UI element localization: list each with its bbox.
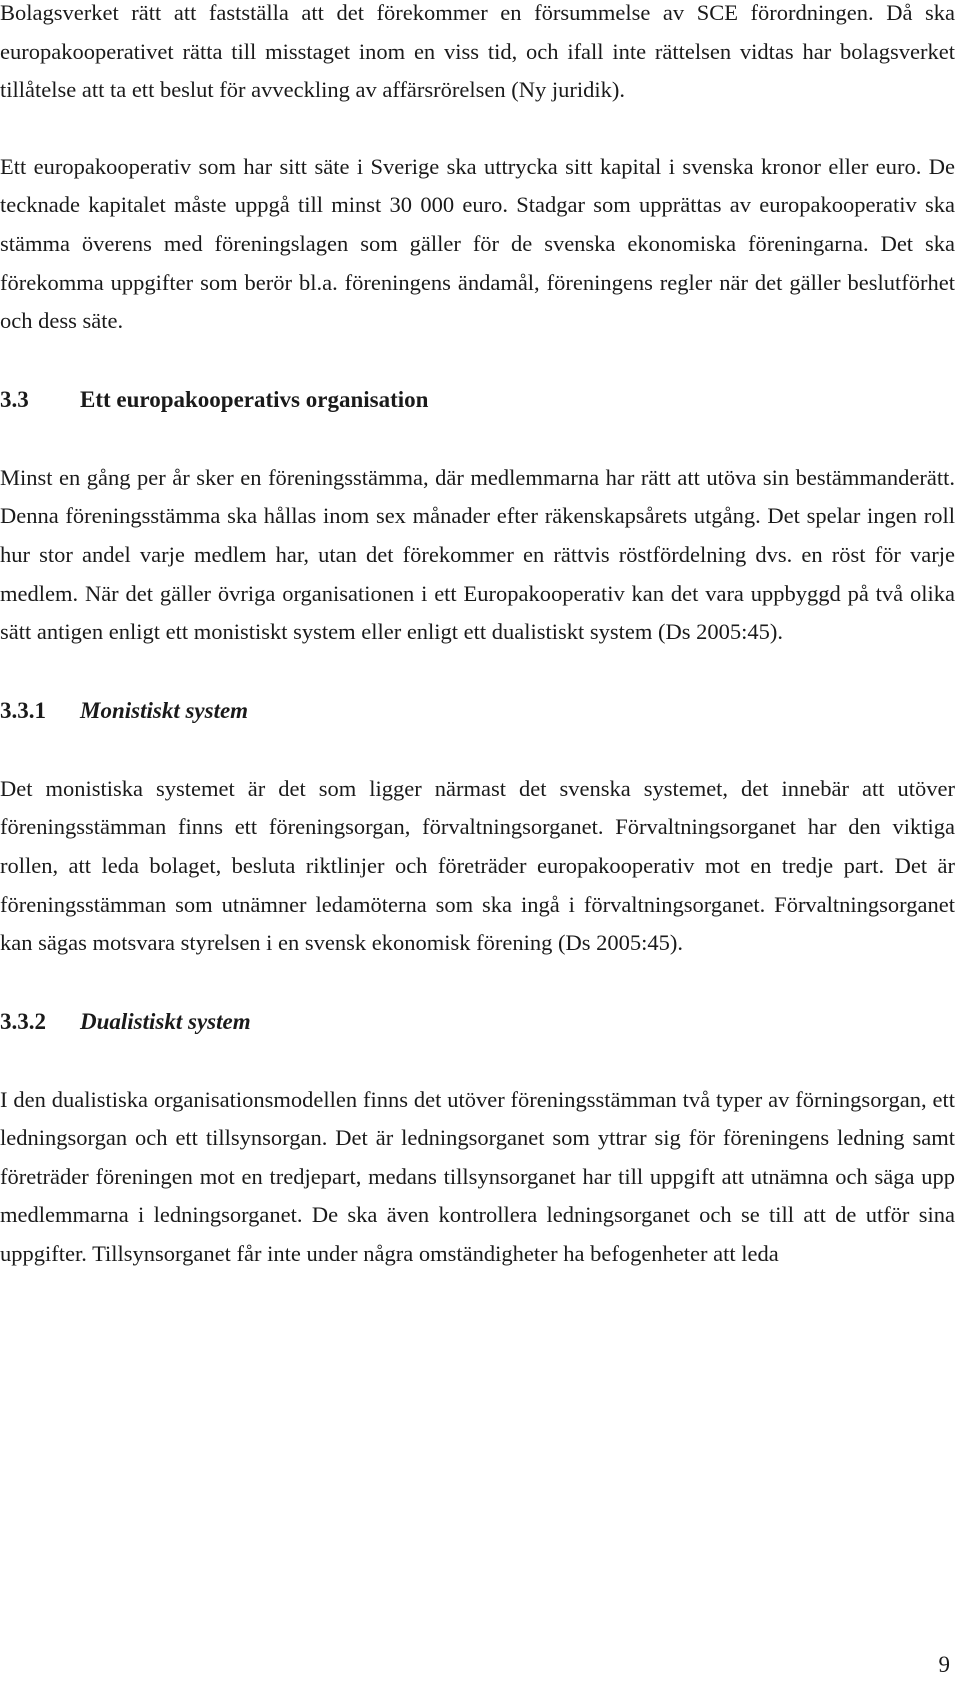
paragraph-bolagsverket: Bolagsverket rätt att fastställa att det förekommer en försummelse av SCE förordningen. Då ska europakooperativet rätta till misstaget inom en viss tid, och ifall inte rättelsen vidtas har bolagsverket tillåtelse att ta ett beslut för avveckling av affärsrörelsen (Ny juridik). bbox=[0, 0, 955, 103]
paragraph-monistiskt: Det monistiska systemet är det som ligger närmast det svenska systemet, det innebär att utöver föreningsstämman finns ett föreningsorgan, förvaltningsorganet. Förvaltningsorganet har den viktiga rollen, att leda bolaget, besluta riktlinjer och företräder europakooperativ mot en tredje part. Det är föreningsstämman som utnämner ledamöterna som ska ingå i förvaltningsorganet. Förvaltningsorganet kan sägas motsvara styrelsen i en svensk ekonomisk förening (Ds 2005:45). bbox=[0, 775, 955, 956]
page-number: 9 bbox=[938, 1652, 950, 1677]
heading-title: Ett europakooperativs organisation bbox=[80, 386, 429, 412]
heading-number: 3.3.1 bbox=[0, 697, 46, 723]
heading-title: Monistiskt system bbox=[80, 697, 249, 723]
heading-title: Dualistiskt system bbox=[80, 1008, 251, 1034]
paragraph-organisation: Minst en gång per år sker en föreningsstämma, där medlemmarna har rätt att utöva sin bestämmanderätt. Denna föreningsstämma ska hållas inom sex månader efter räkenskapsårets utgång. Det spelar ingen roll hur stor andel varje medlem har, utan det förekommer en rättvis röstfördelning dvs. en röst för varje medlem. När det gäller övriga organisationen i ett Europakooperativ kan det vara uppbyggd på två olika sätt antigen enligt ett monistiskt system eller enligt ett dualistiskt system (Ds 2005:45). bbox=[0, 464, 955, 645]
heading-3-3-1 bbox=[0, 692, 955, 730]
heading-3-3-2 bbox=[0, 1003, 955, 1041]
heading-number: 3.3 bbox=[0, 386, 29, 412]
heading-number: 3.3.2 bbox=[0, 1008, 46, 1034]
heading-3-3 bbox=[0, 381, 955, 419]
paragraph-kapital: Ett europakooperativ som har sitt säte i Sverige ska uttrycka sitt kapital i svenska kronor eller euro. De tecknade kapitalet måste uppgå till minst 30 000 euro. Stadgar som upprättas av europakooperativ ska stämma överens med föreningslagen som gäller för de svenska ekonomiska föreningarna. Det ska förekomma uppgifter som berör bl.a. föreningens ändamål, föreningens regler när det gäller beslutförhet och dess säte. bbox=[0, 153, 955, 334]
paragraph-dualistiskt: I den dualistiska organisationsmodellen finns det utöver föreningsstämman två typer av förningsorgan, ett ledningsorgan och ett tillsynsorgan. Det är ledningsorganet som yttrar sig för föreningens ledning samt företräder föreningen mot en tredjepart, medans tillsynsorganet har till uppgift att utnämna och säga upp medlemmarna i ledningsorganet. De ska även kontrollera ledningsorganet och se till att de utför sina uppgifter. Tillsynsorganet får inte under några omständigheter ha befogenheter att leda bbox=[0, 1086, 955, 1267]
